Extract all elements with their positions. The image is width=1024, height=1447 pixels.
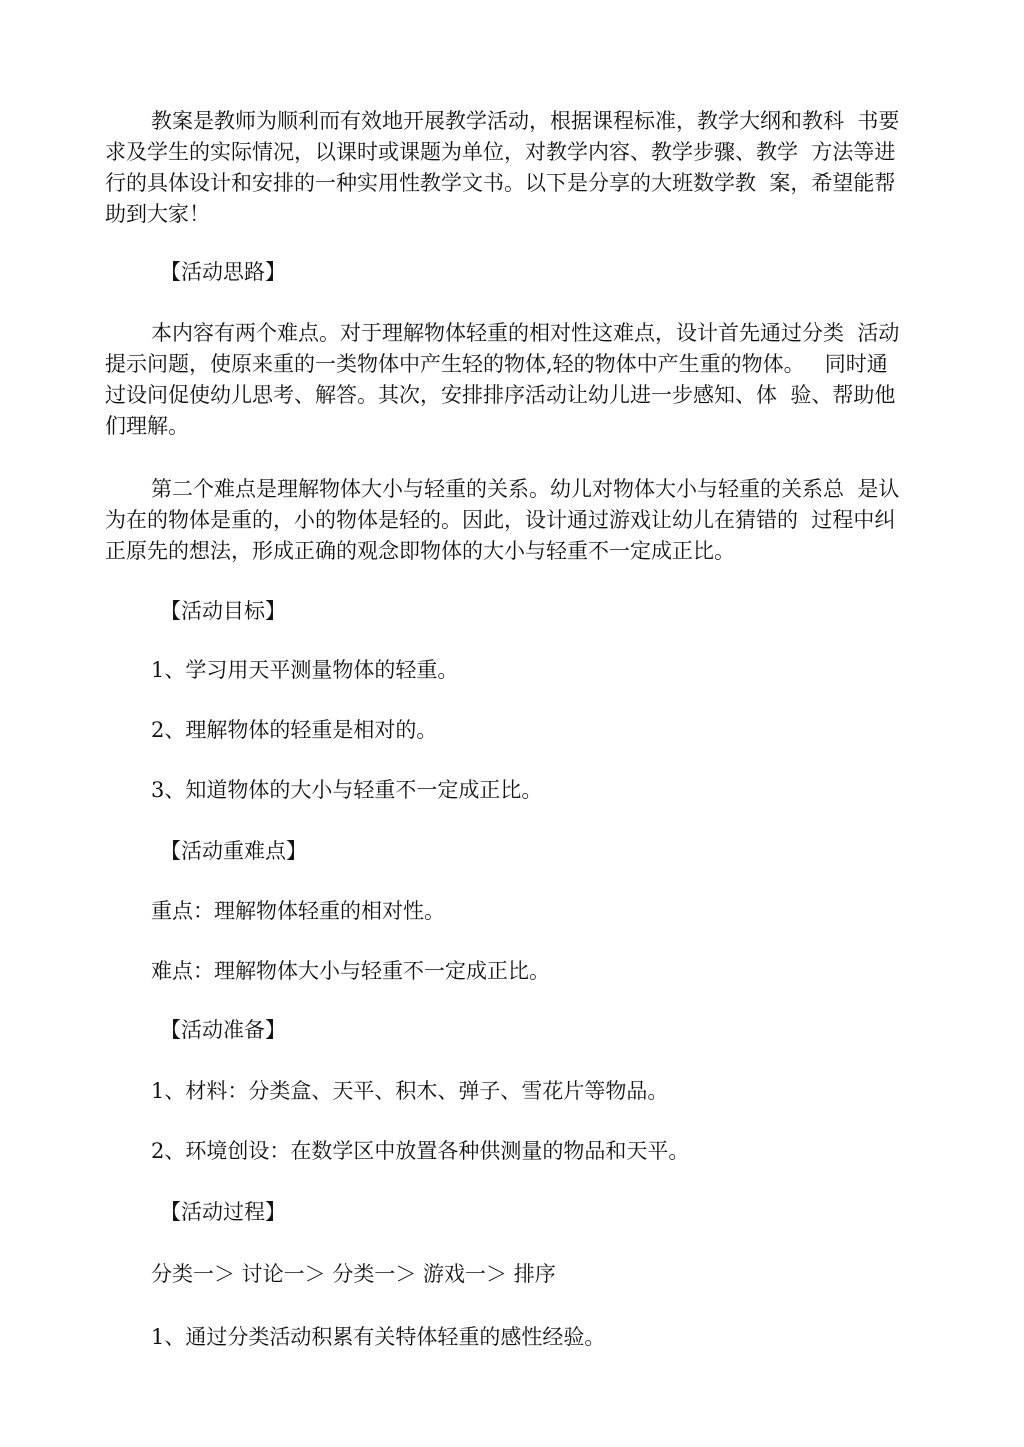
intro-line-2: 求及学生的实际情况，以课时或课题为单位，对教学内容、教学步骤、教学 方法等进 xyxy=(105,140,896,164)
heading-activity-preparation: 【活动准备】 xyxy=(160,1018,286,1042)
process-step-1: 1、通过分类活动积累有关特体轻重的感性经验。 xyxy=(151,1325,606,1349)
difficult-point: 难点：理解物体大小与轻重不一定成正比。 xyxy=(151,959,550,983)
heading-activity-process: 【活动过程】 xyxy=(160,1200,286,1224)
thinking-p1-line-3: 过设问促使幼儿思考、解答。其次，安排排序活动让幼儿进一步感知、体 验、帮助他 xyxy=(105,383,896,407)
thinking-p2-line-1: 第二个难点是理解物体大小与轻重的关系。幼儿对物体大小与轻重的关系总 是认 xyxy=(151,477,900,501)
thinking-p2-line-3: 正原先的想法，形成正确的观念即物体的大小与轻重不一定成正比。 xyxy=(105,539,735,563)
heading-activity-goals: 【活动目标】 xyxy=(160,599,286,623)
intro-line-4: 助到大家！ xyxy=(105,202,210,226)
goal-item-3: 3、知道物体的大小与轻重不一定成正比。 xyxy=(151,778,543,802)
thinking-p1-line-2: 提示问题，使原来重的一类物体中产生轻的物体,轻的物体中产生重的物体。 同时通 xyxy=(105,352,888,376)
prep-item-1: 1、材料：分类盒、天平、积木、弹子、雪花片等物品。 xyxy=(151,1079,669,1103)
key-point: 重点：理解物体轻重的相对性。 xyxy=(151,899,445,923)
thinking-p1-line-4: 们理解。 xyxy=(105,414,189,438)
process-flow: 分类一＞ 讨论一＞ 分类一＞ 游戏一＞ 排序 xyxy=(151,1262,556,1286)
thinking-p2-line-2: 为在的物体是重的，小的物体是轻的。因此，设计通过游戏让幼儿在猜错的 过程中纠 xyxy=(105,508,896,532)
prep-item-2: 2、环境创设：在数学区中放置各种供测量的物品和天平。 xyxy=(151,1139,690,1163)
intro-line-3: 行的具体设计和安排的一种实用性教学文书。以下是分享的大班数学教 案，希望能帮 xyxy=(105,171,896,195)
goal-item-1: 1、学习用天平测量物体的轻重。 xyxy=(151,658,459,682)
intro-line-1: 教案是教师为顺利而有效地开展教学活动，根据课程标准，教学大纲和教科 书要 xyxy=(151,109,900,133)
heading-activity-thinking: 【活动思路】 xyxy=(160,260,286,284)
goal-item-2: 2、理解物体的轻重是相对的。 xyxy=(151,718,438,742)
heading-key-difficult-points: 【活动重难点】 xyxy=(160,839,307,863)
thinking-p1-line-1: 本内容有两个难点。对于理解物体轻重的相对性这难点，设计首先通过分类 活动 xyxy=(151,321,900,345)
